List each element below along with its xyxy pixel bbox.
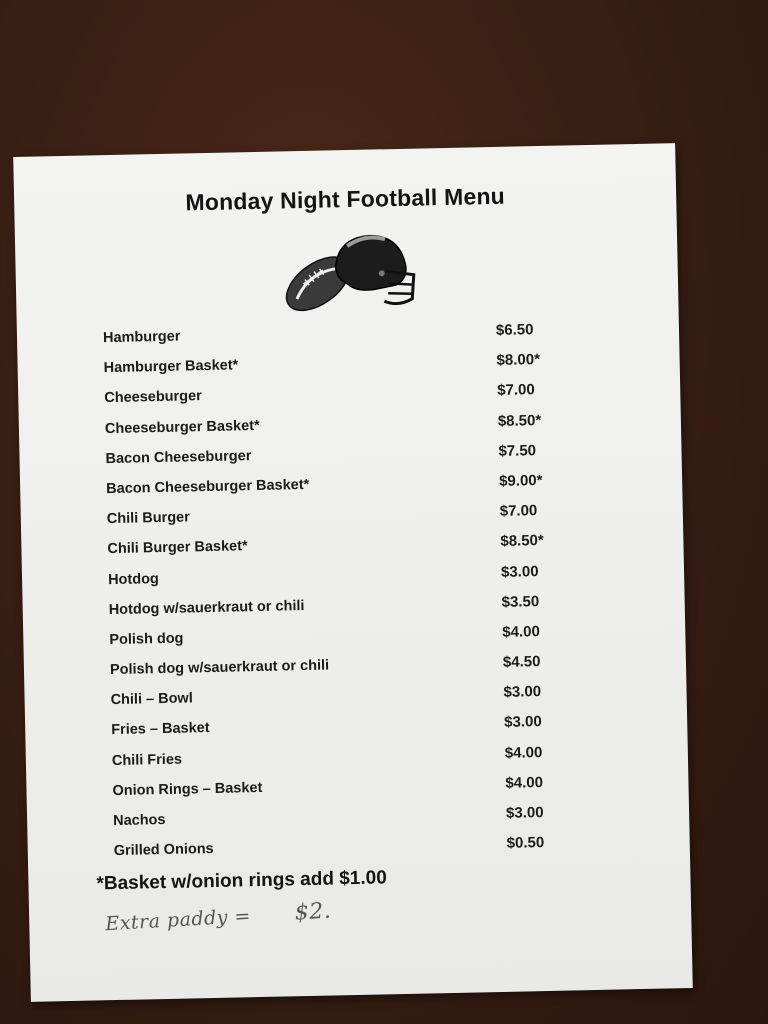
item-price: $7.00: [497, 381, 535, 400]
item-name: Cheeseburger Basket*: [104, 417, 260, 437]
item-name: Cheeseburger: [104, 388, 202, 407]
item-name: Chili Burger: [106, 509, 190, 528]
item-name: Chili Burger Basket*: [107, 538, 248, 558]
item-price: $4.00: [502, 622, 541, 641]
item-price: $4.00: [505, 773, 544, 792]
item-price: $9.00*: [498, 471, 543, 490]
item-price: $7.50: [498, 441, 537, 460]
item-price: $3.50: [501, 592, 540, 611]
item-price: $3.00: [503, 683, 542, 702]
item-name: Hamburger: [102, 328, 181, 347]
item-price: $6.50: [495, 321, 534, 339]
item-price: $8.00*: [496, 351, 541, 370]
item-name: Fries – Basket: [111, 720, 210, 739]
item-name: Hotdog w/sauerkraut or chili: [108, 597, 305, 618]
item-name: Onion Rings – Basket: [112, 779, 263, 799]
item-name: Bacon Cheeseburger: [105, 447, 252, 467]
item-price: $3.00: [504, 713, 542, 732]
football-and-helmet-icon: [277, 227, 419, 320]
menu-title: Monday Night Football Menu: [185, 182, 506, 216]
handwritten-note-text: Extra paddy =: [104, 905, 252, 936]
handwritten-note: [105, 899, 332, 937]
menu-list: [103, 320, 584, 873]
item-name: Chili – Bowl: [110, 690, 193, 709]
item-price: $7.00: [499, 502, 538, 521]
item-name: Polish dog: [109, 630, 184, 648]
item-price: $0.50: [506, 834, 545, 853]
item-price: $4.50: [502, 653, 541, 671]
item-price: $4.00: [504, 743, 543, 762]
basket-footnote: *Basket w/onion rings add $1.00: [96, 867, 387, 895]
menu-sheet: [13, 143, 693, 1002]
item-name: Grilled Onions: [113, 841, 214, 860]
item-name: Chili Fries: [111, 751, 183, 769]
item-price: $8.50*: [497, 411, 542, 430]
item-name: Nachos: [112, 811, 166, 830]
item-name: Hamburger Basket*: [103, 357, 239, 377]
handwritten-note-amount: $2.: [294, 898, 332, 926]
item-name: Polish dog w/sauerkraut or chili: [109, 657, 330, 679]
item-name: Bacon Cheeseburger Basket*: [106, 476, 310, 498]
item-name: Hotdog: [107, 570, 159, 588]
item-price: $8.50*: [500, 532, 544, 551]
item-price: $3.00: [500, 562, 539, 581]
item-price: $3.00: [505, 804, 544, 822]
